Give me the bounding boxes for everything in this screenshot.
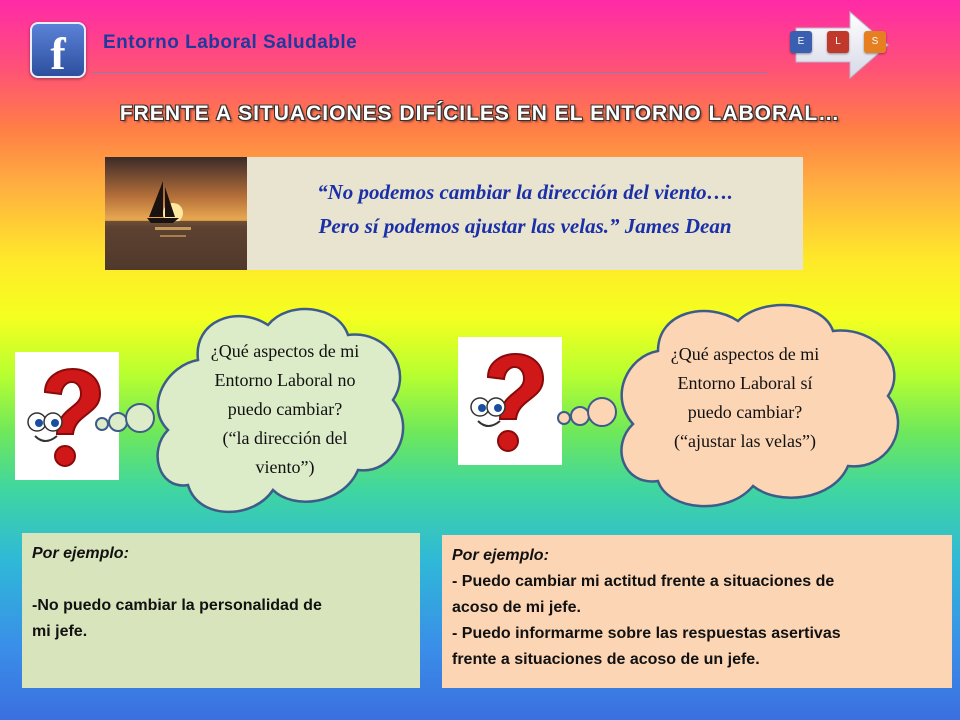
right-example-line: acoso de mi jefe. xyxy=(452,599,581,616)
left-cloud-line: Entorno Laboral no xyxy=(214,370,356,390)
right-example-line: - Puedo informarme sobre las respuestas asertivas xyxy=(452,625,841,642)
left-cloud-line: (“la dirección del xyxy=(222,428,348,448)
right-cloud-line: Entorno Laboral sí xyxy=(677,373,813,393)
right-cloud-line: (“ajustar las velas”) xyxy=(674,431,816,451)
left-cloud-text xyxy=(175,337,395,482)
els-l-badge: L xyxy=(827,31,849,53)
sailboat-sunset-image xyxy=(105,157,247,270)
quote-line-2: Pero sí podemos ajustar las velas.” James Dean xyxy=(318,214,732,238)
left-example-box xyxy=(22,533,420,688)
page-title: FRENTE A SITUACIONES DIFÍCILES EN EL ENTORNO LABORAL… xyxy=(119,102,841,125)
quote-banner xyxy=(105,157,803,270)
right-example-line: frente a situaciones de acoso de un jefe. xyxy=(452,651,760,668)
question-mark-character-image xyxy=(458,337,562,465)
facebook-logo-icon[interactable]: f xyxy=(30,22,86,78)
header-divider xyxy=(92,72,767,73)
left-example-line: mi jefe. xyxy=(32,623,88,640)
left-cloud-line: ¿Qué aspectos de mi xyxy=(210,341,360,361)
right-cloud-line: ¿Qué aspectos de mi xyxy=(670,344,820,364)
left-example-title: Por ejemplo: xyxy=(32,545,129,562)
right-example-line: - Puedo cambiar mi actitud frente a situaciones de xyxy=(452,573,835,590)
left-cloud-line: viento”) xyxy=(255,457,315,477)
els-e-badge: E xyxy=(790,31,812,53)
right-example-box xyxy=(442,535,952,688)
brand-title: Entorno Laboral Saludable xyxy=(103,32,358,53)
right-cloud-text xyxy=(625,340,865,456)
quote-line-1: “No podemos cambiar la dirección del viento…. xyxy=(317,180,733,204)
right-cloud-line: puedo cambiar? xyxy=(687,402,803,422)
left-cloud-line: puedo cambiar? xyxy=(227,399,343,419)
quote-text xyxy=(255,175,795,243)
right-example-title: Por ejemplo: xyxy=(452,547,549,564)
els-s-badge: S xyxy=(864,31,886,53)
left-example-line: -No puedo cambiar la personalidad de xyxy=(32,597,322,614)
